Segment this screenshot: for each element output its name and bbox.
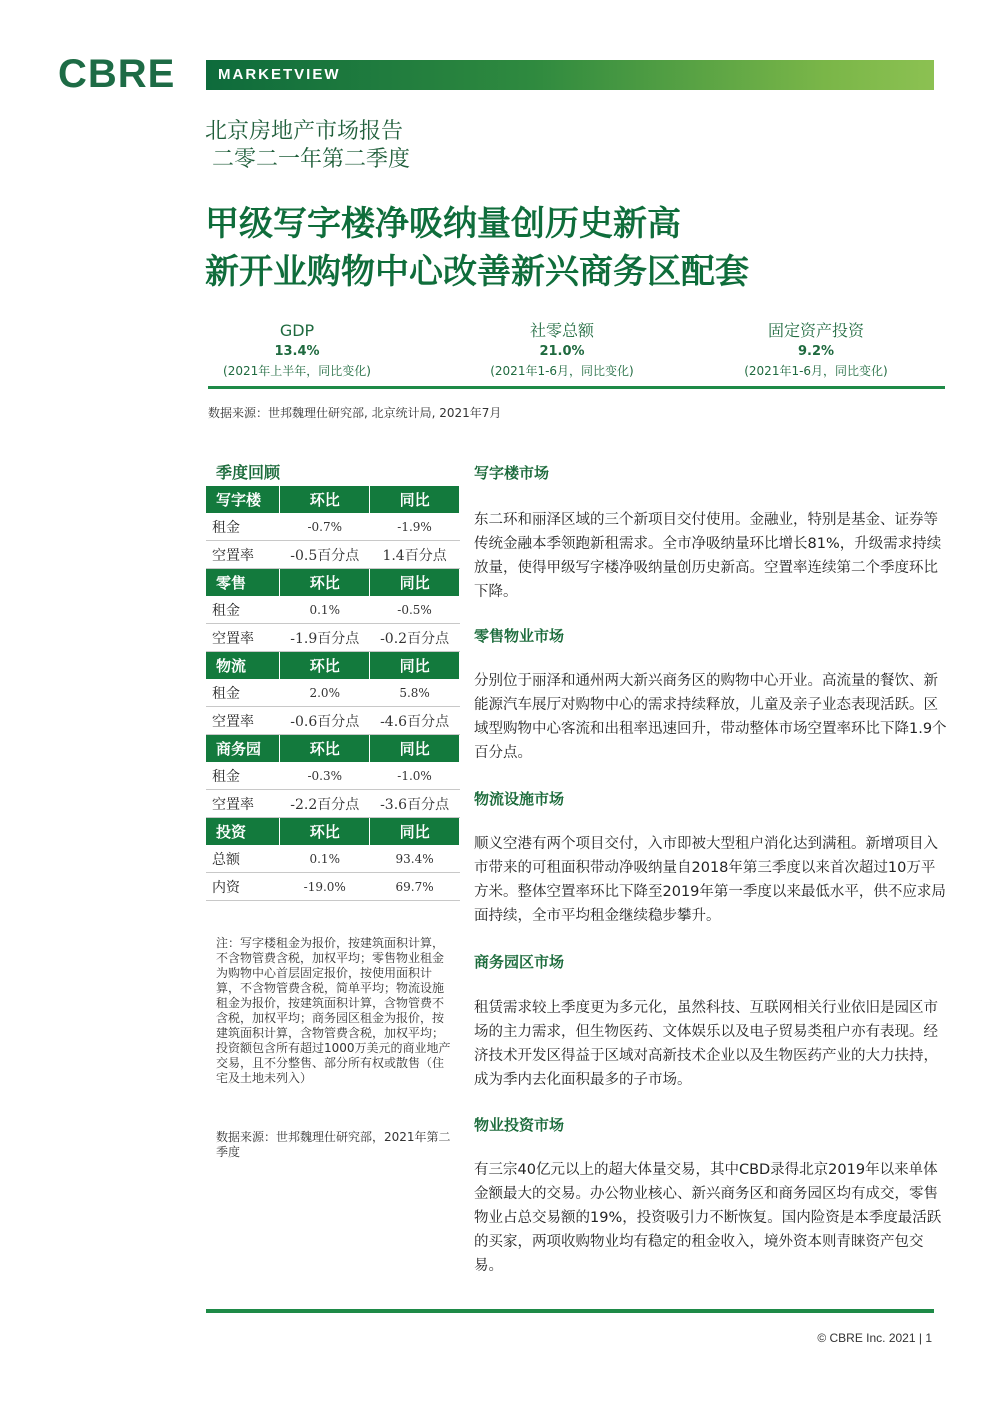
section-title-retail: 零售物业市场 [474, 627, 565, 645]
table-source: 数据来源：世邦魏理仕研究部，2021年第二季度 [216, 1130, 451, 1159]
col-qoq: 环比 [280, 486, 370, 513]
kpi-divider [208, 386, 945, 389]
footer-copyright: © CBRE Inc. 2021 | 1 [817, 1331, 932, 1345]
row-label: 租金 [206, 762, 280, 790]
kpi-note: (2021年1-6月，同比变化) [744, 364, 888, 378]
season-review-title: 季度回顾 [216, 463, 281, 482]
row-label: 内资 [206, 873, 280, 901]
kpi-value: 9.2% [797, 344, 835, 359]
col-yoy: 同比 [370, 652, 460, 680]
table-row [206, 541, 460, 569]
group-name: 商务园 [206, 735, 280, 763]
cbre-logo: CBRE [58, 52, 176, 96]
row-label: 租金 [206, 596, 280, 624]
cell-yoy: -4.6百分点 [370, 707, 460, 735]
table-row [206, 762, 460, 790]
group-name: 零售 [206, 569, 280, 597]
table-row [206, 873, 460, 901]
table-group-header [206, 486, 460, 513]
table-footnote: 注：写字楼租金为报价，按建筑面积计算，不含物管费含税，加权平均；零售物业租金为购物中心首层固定报价，按使用面积计算，不含物管费含税，简单平均；物流设施租金为报价，按建筑面积计算，含物管费不含税，加权平均；商务园区租金为报价，按建筑面积计算，含物管费含税，加权平均；投资额包含所有超过1000万美元的商业地产交易，且不分整售、部分所有权或散售（住宅及土地未列入） [216, 936, 451, 1085]
kpi-value: 21.0% [539, 344, 585, 359]
cell-qoq: -2.2百分点 [280, 790, 370, 818]
cell-yoy: -3.6百分点 [370, 790, 460, 818]
section-title-business-park: 商务园区市场 [474, 953, 565, 971]
cell-qoq: -0.7% [280, 513, 370, 541]
kpi-label: GDP [279, 321, 315, 340]
section-body-business-park: 租赁需求较上季度更为多元化，虽然科技、互联网相关行业依旧是园区市场的主力需求，但生物医药、文体娱乐以及电子贸易类租户亦有表现。经济技术开发区得益于区域对高新技术企业以及生物医药产业的大力扶持，成为季内去化面积最多的子市场。 [474, 1000, 938, 1088]
table-group-header [206, 818, 460, 846]
col-qoq: 环比 [280, 652, 370, 680]
col-qoq: 环比 [280, 569, 370, 597]
banner-label: MARKETVIEW [218, 66, 341, 83]
row-label: 租金 [206, 513, 280, 541]
group-name: 投资 [206, 818, 280, 846]
table-group-header [206, 569, 460, 597]
section-body-investment: 有三宗40亿元以上的超大体量交易，其中CBD录得北京2019年以来单体金额最大的交易。办公物业核心、新兴商务区和商务园区均有成交，零售物业占总交易额的19%，投资吸引力不断恢复。国内险资是本季度最活跃的买家，两项收购物业均有稳定的租金收入，境外资本则青睐资产包交易。 [474, 1162, 942, 1274]
table-row [206, 513, 460, 541]
cell-qoq: -0.5百分点 [280, 541, 370, 569]
cell-qoq: -0.6百分点 [280, 707, 370, 735]
table-row [206, 790, 460, 818]
kpi-note: (2021年1-6月，同比变化) [490, 364, 634, 378]
table-row [206, 596, 460, 624]
table-row [206, 845, 460, 873]
cell-yoy: -1.0% [370, 762, 460, 790]
kpi-note: (2021年上半年，同比变化) [223, 364, 371, 378]
footer-divider [206, 1309, 934, 1313]
row-label: 租金 [206, 679, 280, 707]
cell-qoq: 2.0% [280, 679, 370, 707]
row-label: 总额 [206, 845, 280, 873]
group-name: 物流 [206, 652, 280, 680]
marketview-banner [206, 60, 934, 90]
cell-qoq: -19.0% [280, 873, 370, 901]
kpi-label: 社零总额 [529, 321, 594, 340]
cell-yoy: 5.8% [370, 679, 460, 707]
cell-yoy: 1.4百分点 [370, 541, 460, 569]
row-label: 空置率 [206, 541, 280, 569]
table-row [206, 679, 460, 707]
col-yoy: 同比 [370, 569, 460, 597]
section-body-office: 东二环和丽泽区域的三个新项目交付使用。金融业，特别是基金、证券等传统金融本季领跑新租需求。全市净吸纳量环比增长81%，升级需求持续放量，使得甲级写字楼净吸纳量创历史新高。空置率连续第二个季度环比下降。 [474, 512, 942, 600]
kpi-gdp [172, 320, 422, 380]
cell-yoy: 93.4% [370, 845, 460, 873]
cell-qoq: -1.9百分点 [280, 624, 370, 652]
cell-yoy: -0.2百分点 [370, 624, 460, 652]
col-yoy: 同比 [370, 486, 460, 513]
section-title-office: 写字楼市场 [474, 464, 550, 482]
col-qoq: 环比 [280, 818, 370, 846]
row-label: 空置率 [206, 790, 280, 818]
row-label: 空置率 [206, 707, 280, 735]
cell-yoy: 69.7% [370, 873, 460, 901]
headline-line-2: 新开业购物中心改善新兴商务区配套 [205, 252, 749, 292]
kpi-fixed-investment [691, 320, 941, 380]
kpi-retail-sales [437, 320, 687, 380]
kpi-source: 数据来源：世邦魏理仕研究部, 北京统计局, 2021年7月 [208, 406, 502, 420]
section-title-logistics: 物流设施市场 [474, 790, 565, 808]
report-period: 二零二一年第二季度 [212, 147, 411, 172]
headline-line-1: 甲级写字楼净吸纳量创历史新高 [205, 204, 681, 244]
col-yoy: 同比 [370, 818, 460, 846]
section-body-logistics: 顺义空港有两个项目交付，入市即被大型租户消化达到满租。新增项目入市带来的可租面积带动净吸纳量自2018年第三季度以来首次超过10万平方米。整体空置率环比下降至2019年第一季度以来最低水平，供不应求局面持续，全市平均租金继续稳步攀升。 [474, 836, 946, 924]
cell-yoy: -1.9% [370, 513, 460, 541]
table-group-header [206, 735, 460, 763]
group-name: 写字楼 [206, 486, 280, 513]
section-title-investment: 物业投资市场 [474, 1116, 565, 1134]
row-label: 空置率 [206, 624, 280, 652]
table-group-header [206, 652, 460, 680]
cell-yoy: -0.5% [370, 596, 460, 624]
report-title: 北京房地产市场报告 [205, 119, 404, 144]
section-body-retail: 分别位于丽泽和通州两大新兴商务区的购物中心开业。高流量的餐饮、新能源汽车展厅对购物中心的需求持续释放，儿童及亲子业态表现活跃。区域型购物中心客流和出租率迅速回升，带动整体市场空置率环比下降1.9个百分点。 [474, 673, 947, 761]
cell-qoq: -0.3% [280, 762, 370, 790]
table-row [206, 624, 460, 652]
season-review-table [206, 486, 460, 901]
table-row [206, 707, 460, 735]
col-qoq: 环比 [280, 735, 370, 763]
cell-qoq: 0.1% [280, 596, 370, 624]
cell-qoq: 0.1% [280, 845, 370, 873]
col-yoy: 同比 [370, 735, 460, 763]
kpi-value: 13.4% [274, 344, 320, 359]
kpi-label: 固定资产投资 [767, 321, 864, 340]
